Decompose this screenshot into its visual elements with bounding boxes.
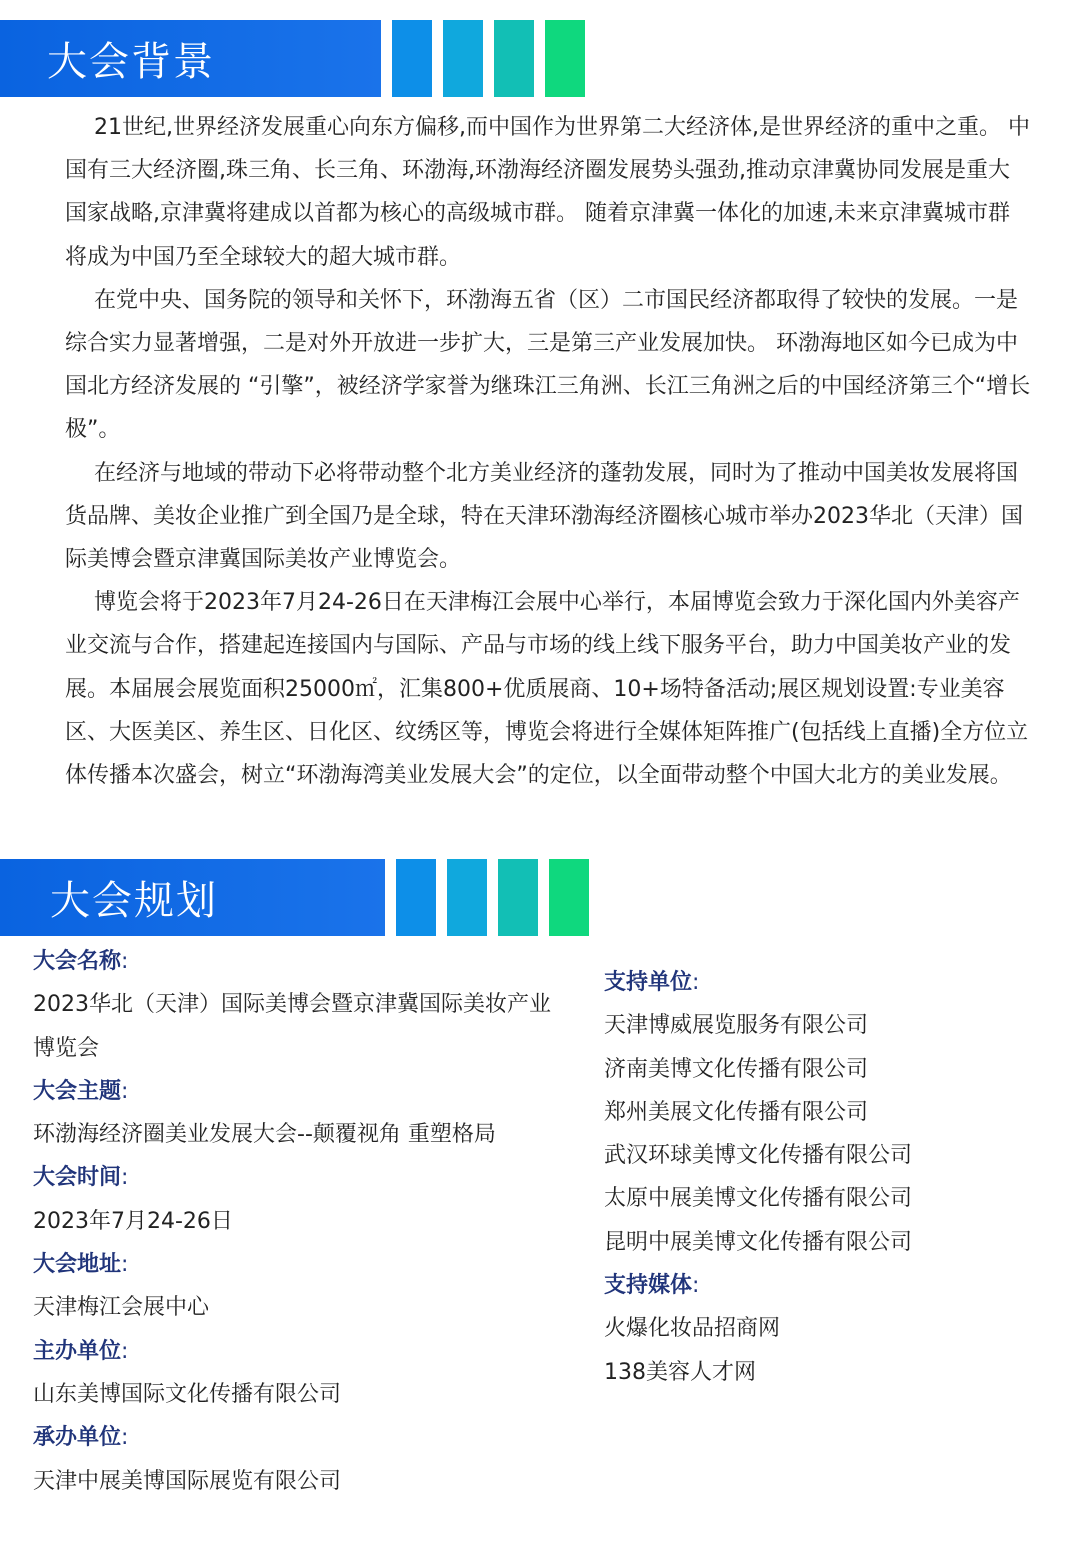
paragraph: 博览会将于2023年7月24-26日在天津梅江会展中心举行，本届博览会致力于深化国内外美容产业交流与合作，搭建起连接国内与国际、产品与市场的线上线下服务平台，助力中国美妆产业的发展。本届展会展览面积25000㎡，汇集800+优质展商、10+场特备活动;展区规划设置:专业美容区、大医美区、养生区、日化区、纹绣区等，博览会将进行全媒体矩阵推广(包括线上直播)全方位立体传播本次盛会，树立“环渤海湾美业发展大会”的定位，以全面带动整个中国大北方的美业发展。	[65, 590, 1029, 789]
field-value: 天津中展美博国际展览有限公司	[33, 1468, 342, 1494]
list-item: 太原中展美博文化传播有限公司	[604, 1186, 913, 1212]
field-value: 2023华北（天津）国际美博会暨京津冀国际美妆产业博览会	[33, 992, 551, 1061]
list-item: 昆明中展美博文化传播有限公司	[604, 1229, 913, 1255]
list-item: 济南美博文化传播有限公司	[604, 1056, 869, 1082]
field-value: 天津梅江会展中心	[33, 1295, 210, 1321]
list-item: 郑州美展文化传播有限公司	[604, 1099, 869, 1125]
list-item: 武汉环球美博文化传播有限公司	[604, 1143, 913, 1169]
plan-left-column	[33, 940, 563, 1503]
field-label: 大会名称:	[33, 949, 129, 974]
paragraph: 21世纪,世界经济发展重心向东方偏移,而中国作为世界第二大经济体,是世界经济的重中之重。 中国有三大经济圈,珠三角、长三角、环渤海,环渤海经济圈发展势头强劲,推动京津冀协同发展是重大国家战略,京津冀将建成以首都为核心的高级城市群。 随着京津冀一体化的加速,未来京津冀城市群将成为中国乃至全球较大的超大城市群。	[65, 115, 1030, 270]
decor-strip	[392, 20, 432, 97]
field-label: 大会主题:	[33, 1078, 129, 1104]
field-value: 环渤海经济圈美业发展大会--颠覆视角 重塑格局	[33, 1122, 496, 1148]
section-title-bar	[0, 20, 381, 97]
section-title: 大会背景	[47, 39, 215, 85]
list-item: 138美容人才网	[604, 1359, 756, 1385]
list-item: 天津博威展览服务有限公司	[604, 1013, 869, 1039]
background-text	[65, 106, 1031, 797]
field-label: 主办单位:	[33, 1338, 129, 1364]
field-value: 2023年7月24-26日	[33, 1208, 233, 1234]
decor-strip	[443, 20, 483, 97]
field-label: 承办单位:	[33, 1425, 129, 1451]
paragraph: 在经济与地域的带动下必将带动整个北方美业经济的蓬勃发展，同时为了推动中国美妆发展将国货品牌、美妆企业推广到全国乃是全球，特在天津环渤海经济圈核心城市举办2023华北（天津）国际美博会暨京津冀国际美妆产业博览会。	[65, 460, 1023, 573]
decor-strip	[494, 20, 534, 97]
decor-strip	[549, 859, 589, 936]
field-value: 山东美博国际文化传播有限公司	[33, 1381, 342, 1407]
decor-strip	[396, 859, 436, 936]
paragraph: 在党中央、国务院的领导和关怀下，环渤海五省（区）二市国民经济都取得了较快的发展。一是综合实力显著增强，二是对外开放进一步扩大，三是第三产业发展加快。 环渤海地区如今已成为中国北方经济发展的 “引擎”，被经济学家誉为继珠江三角洲、长江三角洲之后的中国经济第三个“增长极”。	[65, 287, 1031, 443]
field-label: 支持媒体:	[604, 1273, 700, 1299]
list-item: 火爆化妆品招商网	[604, 1316, 781, 1342]
decor-strip	[498, 859, 538, 936]
field-label: 大会地址:	[33, 1252, 129, 1278]
section-title-bar	[0, 859, 385, 936]
plan-right-column	[604, 961, 1044, 1394]
section-header-plan	[0, 859, 589, 936]
section-header-background	[0, 20, 585, 97]
field-label: 大会时间:	[33, 1165, 129, 1191]
section-title: 大会规划	[50, 878, 218, 924]
decor-strip	[545, 20, 585, 97]
decor-strip	[447, 859, 487, 936]
field-label: 支持单位:	[604, 970, 700, 995]
